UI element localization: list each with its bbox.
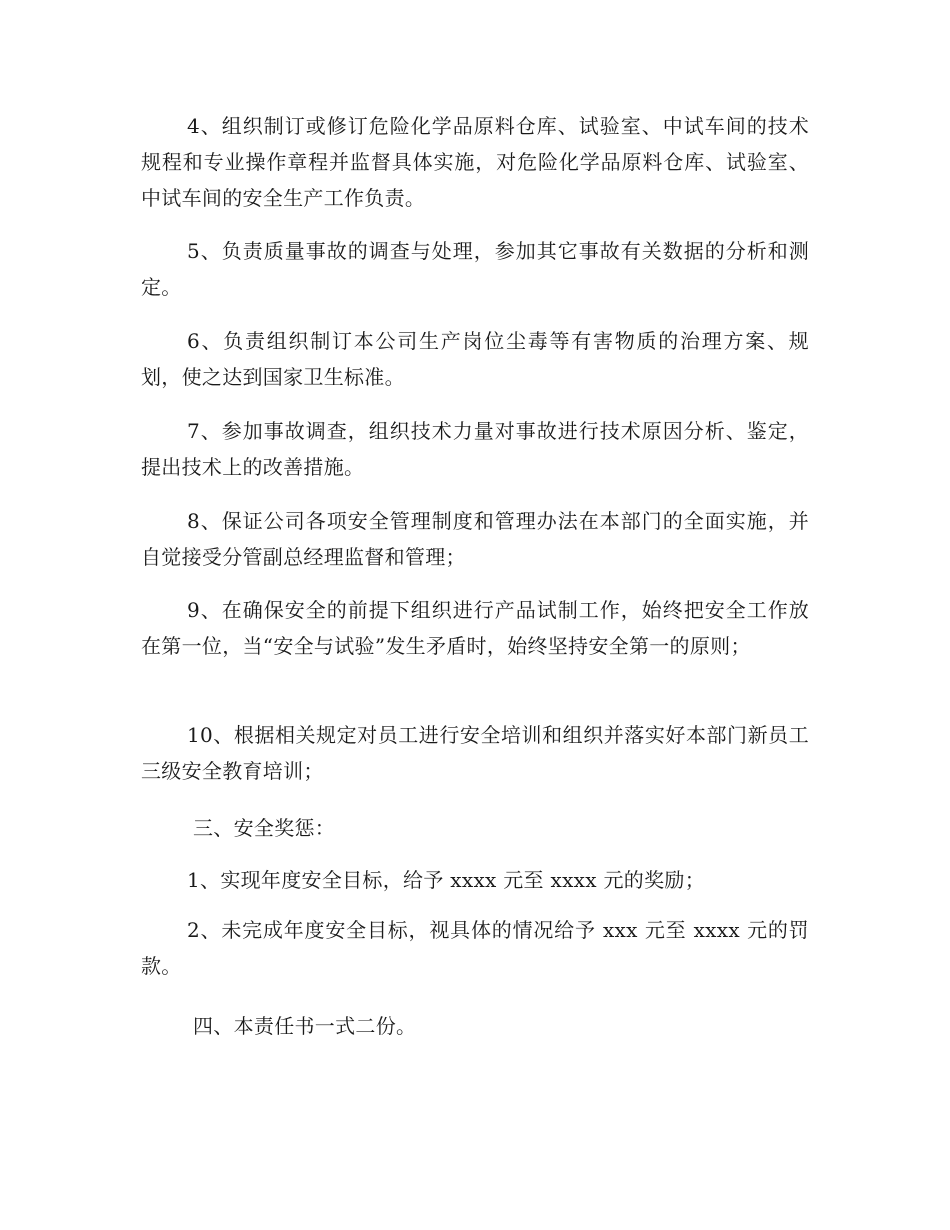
paragraph-item-4: 4、组织制订或修订危险化学品原料仓库、试验室、中试车间的技术规程和专业操作章程并监督具体实施，对危险化学品原料仓库、试验室、中试车间的安全生产工作负责。 <box>141 114 809 210</box>
paragraph-item-6: 6、负责组织制订本公司生产岗位尘毒等有害物质的治理方案、规划，使之达到国家卫生标准。 <box>141 329 809 389</box>
penalty-item-2: 2、未完成年度安全目标，视具体的情况给予 xxx 元至 xxxx 元的罚款。 <box>141 918 809 978</box>
section-heading-copies: 四、本责任书一式二份。 <box>193 1014 417 1038</box>
paragraph-item-10: 10、根据相关规定对员工进行安全培训和组织并落实好本部门新员工三级安全教育培训； <box>141 723 809 783</box>
paragraph-item-9: 9、在确保安全的前提下组织进行产品试制工作，始终把安全工作放在第一位，当“安全与试验”发生矛盾时，始终坚持安全第一的原则； <box>141 598 809 658</box>
paragraph-item-5: 5、负责质量事故的调查与处理，参加其它事故有关数据的分析和测定。 <box>141 239 809 299</box>
paragraph-item-7: 7、参加事故调查，组织技术力量对事故进行技术原因分析、鉴定，提出技术上的改善措施。 <box>141 419 809 479</box>
paragraph-item-8: 8、保证公司各项安全管理制度和管理办法在本部门的全面实施，并自觉接受分管副总经理监督和管理； <box>141 509 809 569</box>
reward-item-1: 1、实现年度安全目标，给予 xxxx 元至 xxxx 元的奖励； <box>187 868 705 892</box>
section-heading-rewards-penalties: 三、安全奖惩： <box>193 816 336 840</box>
